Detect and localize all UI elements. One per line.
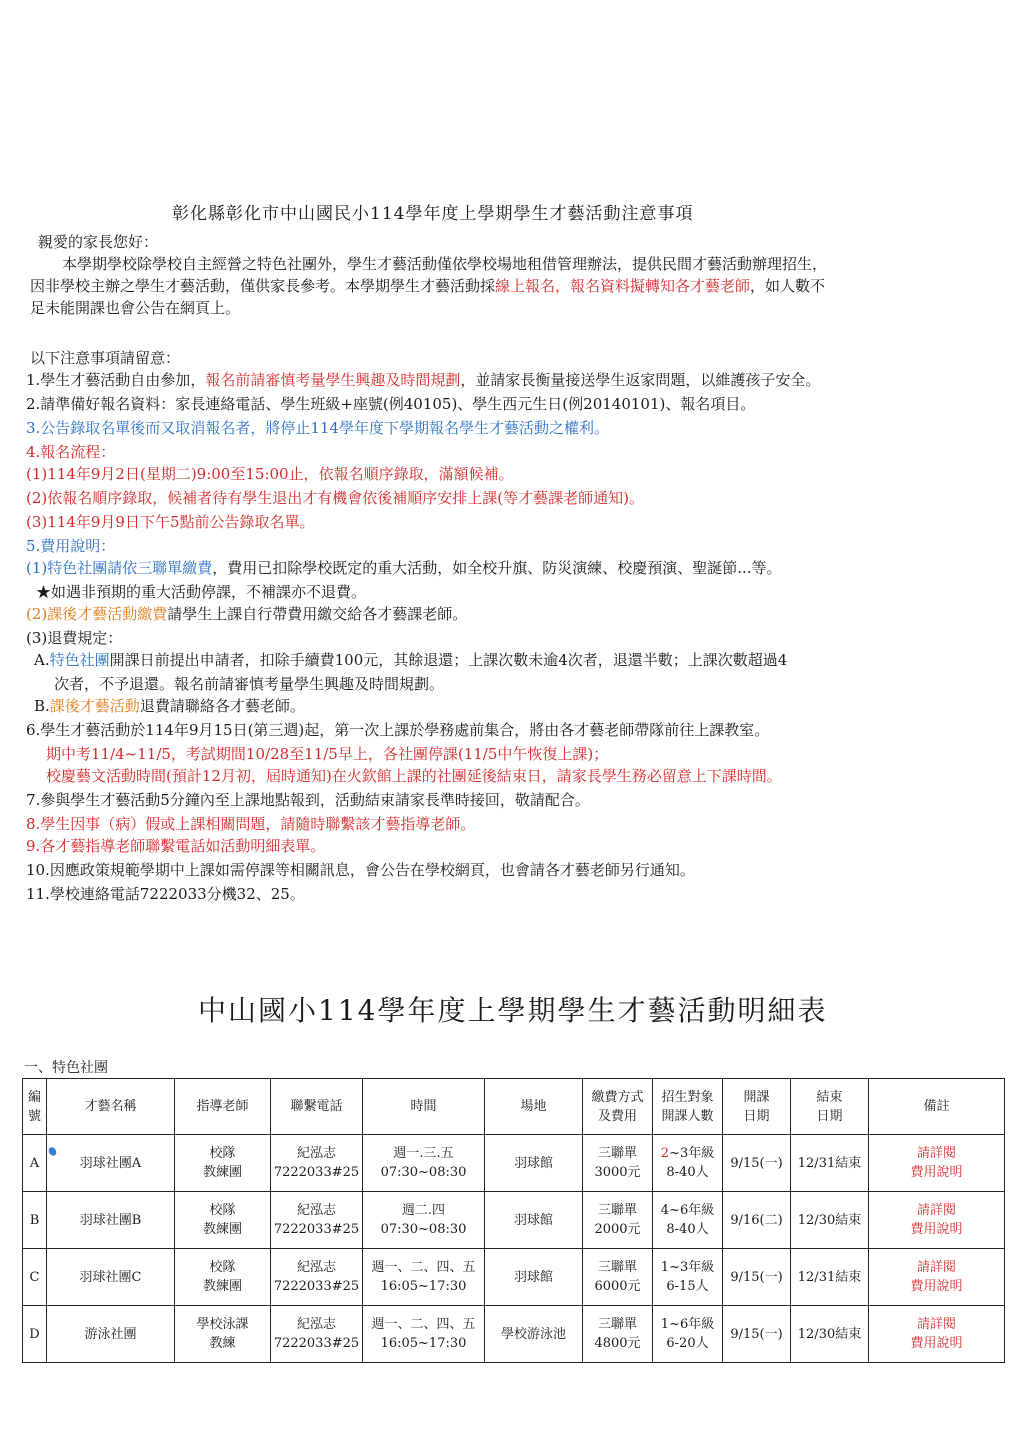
row-start: 9/16(二): [723, 1192, 791, 1249]
row-end: 12/30結束: [791, 1192, 869, 1249]
row-id: D: [23, 1306, 47, 1363]
note-5-3-a: A.特色社團開課日前提出申請者，扣除手續費100元，其餘退還；上課次數未逾4次者，退還半數；上課次數超過4: [34, 651, 788, 669]
note-3: 3.公告錄取名單後而又取消報名者，將停止114學年度下學期報名學生才藝活動之權利。: [26, 419, 609, 437]
row-time: 週一、二、四、五 16:05~17:30: [363, 1306, 485, 1363]
row-teacher: 學校泳課 教練: [175, 1306, 271, 1363]
row-teacher: 校隊 教練團: [175, 1249, 271, 1306]
row-venue: 羽球館: [485, 1135, 583, 1192]
note-6-exam: 期中考11/4~11/5，考試期間10/28至11/5早上，各社團停課(11/5中午恢復上課)；: [46, 745, 609, 763]
table-header-row: [23, 1079, 1005, 1135]
row-note: 請詳閱 費用說明: [869, 1306, 1005, 1363]
note-5-3: (3)退費規定：: [26, 629, 123, 647]
header-teacher: 指導老師: [175, 1079, 271, 1135]
row-teacher: 校隊 教練團: [175, 1135, 271, 1192]
header-fee: 繳費方式 及費用: [583, 1079, 653, 1135]
note-8: 8.學生因事（病）假或上課相關問題，請隨時聯繫該才藝指導老師。: [26, 815, 476, 833]
row-name: 羽球社團A: [47, 1135, 175, 1192]
note-5-3-b: B.課後才藝活動退費請聯絡各才藝老師。: [34, 697, 305, 715]
header-venue: 場地: [485, 1079, 583, 1135]
note-4-1: (1)114年9月2日(星期二)9:00至15:00止，依報名順序錄取，滿額候補。: [26, 465, 514, 483]
row-target: 2~3年級 8-40人: [653, 1135, 723, 1192]
row-time: 週一.三.五 07:30~08:30: [363, 1135, 485, 1192]
row-start: 9/15(一): [723, 1249, 791, 1306]
notice-title: 彰化縣彰化市中山國民小114學年度上學期學生才藝活動注意事項: [172, 204, 694, 224]
row-end: 12/31結束: [791, 1135, 869, 1192]
activity-table: [22, 1078, 1005, 1363]
note-4-3: (3)114年9月9日下午5點前公告錄取名單。: [26, 513, 315, 531]
row-fee: 三聯單 2000元: [583, 1192, 653, 1249]
header-name: 才藝名稱: [47, 1079, 175, 1135]
row-name: 游泳社團: [47, 1306, 175, 1363]
row-end: 12/31結束: [791, 1249, 869, 1306]
note-4-2: (2)依報名順序錄取，候補者待有學生退出才有機會依後補順序安排上課(等才藝課老師通知)。: [26, 489, 644, 507]
note-4: 4.報名流程：: [26, 443, 116, 461]
table-row: [23, 1306, 1005, 1363]
header-no: 編 號: [23, 1079, 47, 1135]
row-fee: 三聯單 3000元: [583, 1135, 653, 1192]
row-fee: 三聯單 4800元: [583, 1306, 653, 1363]
intro-line-3: 足未能開課也會公告在網頁上。: [30, 299, 241, 317]
header-start: 開課 日期: [723, 1079, 791, 1135]
table-row: [23, 1249, 1005, 1306]
header-phone: 聯繫電話: [271, 1079, 363, 1135]
row-venue: 羽球館: [485, 1249, 583, 1306]
row-phone: 紀泓志 7222033#25: [271, 1306, 363, 1363]
note-1: 1.學生才藝活動自由參加，報名前請審慎考量學生興趣及時間規劃，並請家長衡量接送學生返家問題，以維護孩子安全。: [26, 371, 821, 389]
note-5-star: ★如遇非預期的重大活動停課，不補課亦不退費。: [36, 583, 367, 601]
greeting: 親愛的家長您好：: [38, 233, 159, 251]
row-note: 請詳閱 費用說明: [869, 1192, 1005, 1249]
note-5-1: (1)特色社團請依三聯單繳費，費用已扣除學校既定的重大活動，如全校升旗、防災演練、校慶預演、聖誕節...等。: [26, 559, 782, 577]
row-phone: 紀泓志 7222033#25: [271, 1135, 363, 1192]
note-6: 6.學生才藝活動於114年9月15日(第三週)起，第一次上課於學務處前集合，將由各才藝老師帶隊前往上課教室。: [26, 721, 770, 739]
header-time: 時間: [363, 1079, 485, 1135]
note-2: 2.請準備好報名資料：家長連絡電話、學生班級+座號(例40105)、學生西元生日(例20140101)、報名項目。: [26, 395, 756, 413]
note-7: 7.參與學生才藝活動5分鐘內至上課地點報到，活動結束請家長準時接回，敬請配合。: [26, 791, 590, 809]
row-id: A: [23, 1135, 47, 1192]
row-time: 週二.四 07:30~08:30: [363, 1192, 485, 1249]
note-11: 11.學校連絡電話7222033分機32、25。: [26, 885, 305, 903]
row-venue: 羽球館: [485, 1192, 583, 1249]
row-venue: 學校游泳池: [485, 1306, 583, 1363]
note-9: 9.各才藝指導老師聯繫電話如活動明細表單。: [26, 837, 326, 855]
row-start: 9/15(一): [723, 1306, 791, 1363]
note-5: 5.費用說明：: [26, 537, 116, 555]
header-target: 招生對象 開課人數: [653, 1079, 723, 1135]
row-start: 9/15(一): [723, 1135, 791, 1192]
row-teacher: 校隊 教練團: [175, 1192, 271, 1249]
table-row: [23, 1192, 1005, 1249]
table-row: [23, 1135, 1005, 1192]
row-note: 請詳閱 費用說明: [869, 1135, 1005, 1192]
row-target: 1~3年級 6-15人: [653, 1249, 723, 1306]
note-10: 10.因應政策規範學期中上課如需停課等相關訊息，會公告在學校網頁，也會請各才藝老師另行通知。: [26, 861, 695, 879]
row-name: 羽球社團B: [47, 1192, 175, 1249]
row-id: B: [23, 1192, 47, 1249]
note-5-3-a-cont: 次者，不予退還。報名前請審慎考量學生興趣及時間規劃。: [54, 675, 445, 693]
notes-header: 以下注意事項請留意：: [30, 349, 181, 367]
row-fee: 三聯單 6000元: [583, 1249, 653, 1306]
schedule-title: 中山國小114學年度上學期學生才藝活動明細表: [198, 994, 828, 1027]
section-label: 一、特色社團: [24, 1060, 108, 1076]
row-target: 4~6年級 8-40人: [653, 1192, 723, 1249]
row-phone: 紀泓志 7222033#25: [271, 1249, 363, 1306]
note-6-anniversary: 校慶藝文活動時間(預計12月初，屆時通知)在火欽館上課的社團延後結束日，請家長學生務必留意上下課時間。: [46, 767, 782, 785]
row-name: 羽球社團C: [47, 1249, 175, 1306]
row-phone: 紀泓志 7222033#25: [271, 1192, 363, 1249]
row-time: 週一、二、四、五 16:05~17:30: [363, 1249, 485, 1306]
row-end: 12/30結束: [791, 1306, 869, 1363]
intro-line-1: 本學期學校除學校自主經營之特色社團外，學生才藝活動僅依學校場地租借管理辦法，提供民間才藝活動辦理招生，: [62, 255, 828, 273]
row-id: C: [23, 1249, 47, 1306]
header-note: 備註: [869, 1079, 1005, 1135]
row-note: 請詳閱 費用說明: [869, 1249, 1005, 1306]
header-end: 結束 日期: [791, 1079, 869, 1135]
row-target: 1~6年級 6-20人: [653, 1306, 723, 1363]
note-5-2: (2)課後才藝活動繳費請學生上課自行帶費用繳交給各才藝課老師。: [26, 605, 468, 623]
intro-line-2: 因非學校主辦之學生才藝活動，僅供家長參考。本學期學生才藝活動採線上報名，報名資料擬轉知各才藝老師，如人數不: [30, 277, 826, 295]
